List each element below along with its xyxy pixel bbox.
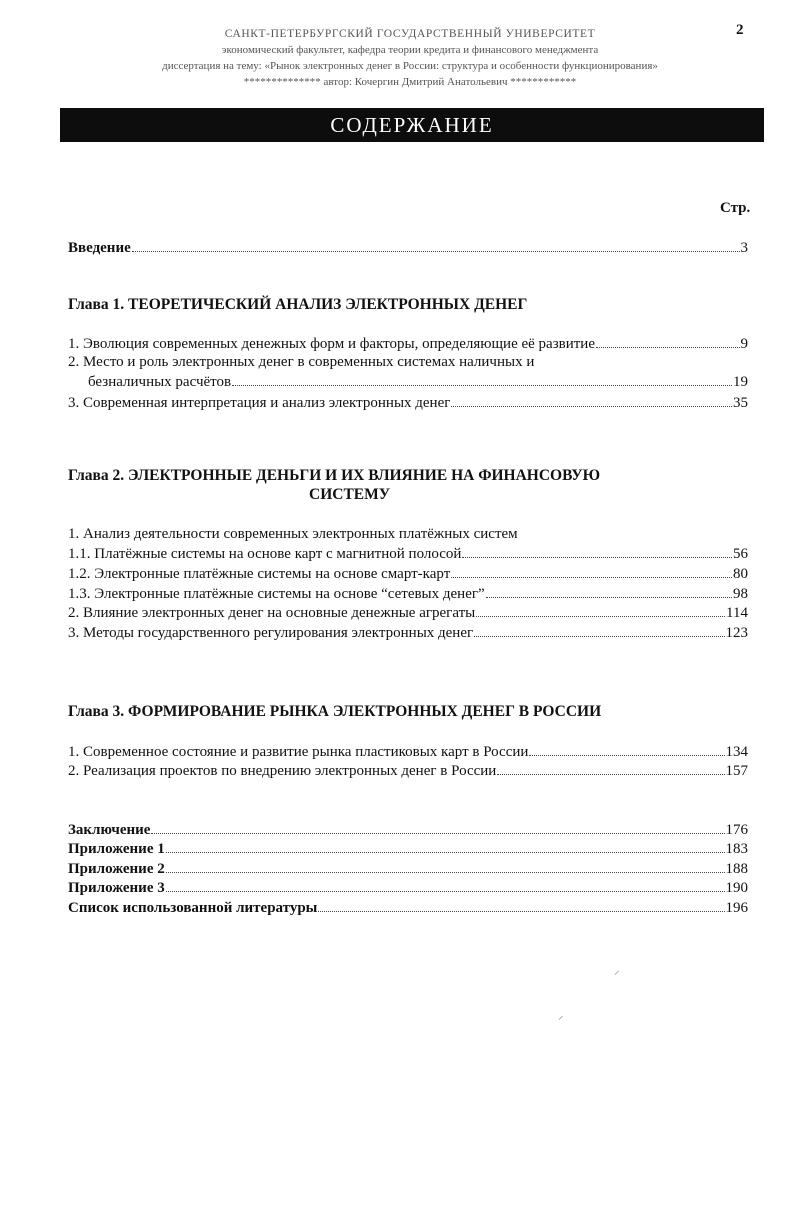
dot-leader [462, 545, 732, 558]
toc-entry-label: Заключение [68, 822, 151, 838]
toc-entry[interactable] [68, 545, 748, 564]
dot-leader [476, 604, 725, 617]
toc-entry[interactable] [88, 373, 748, 392]
toc-entry[interactable] [68, 565, 748, 584]
dot-leader [166, 879, 725, 892]
toc-entry-label: Список использованной литературы [68, 900, 318, 916]
toc-entry-bibliography[interactable] [68, 899, 748, 918]
toc-entry-page: 19 [733, 374, 748, 390]
toc-entry-line: 2. Место и роль электронных денег в современных системах наличных и [68, 354, 535, 370]
dot-leader [166, 840, 725, 853]
toc-entry-conclusion[interactable] [68, 821, 748, 840]
toc-entry-page: 188 [725, 861, 748, 877]
dot-leader [451, 394, 732, 407]
header-author: ************** автор: Кочергин Дмитрий Анатольевич ************ [243, 76, 577, 88]
dot-leader [451, 565, 732, 578]
toc-entry-label: 1.3. Электронные платёжные системы на основе “сетевых денег” [68, 586, 485, 602]
dot-leader [486, 585, 732, 598]
dot-leader [596, 335, 740, 348]
toc-entry-page: 176 [725, 822, 748, 838]
toc-entry-label: Приложение 2 [68, 861, 165, 877]
contents-title: СОДЕРЖАНИЕ [60, 108, 764, 142]
toc-entry-page: 56 [733, 546, 748, 562]
toc-entry-page: 80 [733, 566, 748, 582]
toc-entry-page: 196 [725, 900, 748, 916]
chapter2-heading-line2: СИСТЕМУ [309, 486, 391, 503]
toc-entry-label: Приложение 3 [68, 880, 165, 896]
dot-leader [474, 624, 724, 637]
chapter3-heading: Глава 3. ФОРМИРОВАНИЕ РЫНКА ЭЛЕКТРОННЫХ ДЕНЕГ В РОССИИ [68, 703, 602, 720]
scan-mark: ⸝ [614, 965, 620, 977]
page-column-label: Стр. [720, 200, 751, 216]
toc-entry-appendix-2[interactable] [68, 860, 748, 879]
toc-entry[interactable] [68, 762, 748, 781]
toc-entry-label: 1. Эволюция современных денежных форм и факторы, определяющие её развитие [68, 336, 595, 352]
header-dissertation-topic: диссертация на тему: «Рынок электронных денег в России: структура и особенности функционирования» [162, 60, 658, 72]
toc-entry[interactable] [68, 604, 748, 623]
toc-entry-appendix-1[interactable] [68, 840, 748, 859]
toc-entry-label: 3. Методы государственного регулирования электронных денег [68, 625, 474, 641]
toc-entry[interactable] [68, 743, 748, 762]
header-faculty: экономический факультет, кафедра теории кредита и финансового менеджмента [221, 44, 599, 56]
chapter2-heading-line1: Глава 2. ЭЛЕКТРОННЫЕ ДЕНЬГИ И ИХ ВЛИЯНИЕ НА ФИНАНСОВУЮ [68, 467, 601, 484]
dot-leader [232, 373, 732, 386]
dot-leader [318, 899, 724, 912]
toc-entry-label: Введение [68, 240, 131, 256]
toc-entry[interactable] [68, 394, 748, 413]
toc-entry-page: 98 [733, 586, 748, 602]
toc-entry-line: 1. Анализ деятельности современных электронных платёжных систем [68, 526, 518, 542]
toc-entry-label: безналичных расчётов [88, 374, 232, 390]
dot-leader [151, 821, 724, 834]
toc-entry-page: 35 [733, 395, 748, 411]
toc-entry-label: 1.1. Платёжные системы на основе карт с магнитной полосой [68, 546, 462, 562]
toc-entry-page: 123 [725, 625, 748, 641]
toc-entry-page: 157 [725, 763, 748, 779]
page-number: 2 [736, 22, 744, 38]
dot-leader [529, 743, 724, 756]
dot-leader [132, 239, 740, 252]
dot-leader [166, 860, 725, 873]
toc-entry-page: 190 [725, 880, 748, 896]
dot-leader [497, 762, 724, 775]
toc-entry-page: 3 [740, 240, 748, 256]
toc-entry-page: 183 [725, 841, 748, 857]
chapter1-heading: Глава 1. ТЕОРЕТИЧЕСКИЙ АНАЛИЗ ЭЛЕКТРОННЫХ ДЕНЕГ [68, 296, 528, 313]
toc-entry[interactable] [68, 624, 748, 643]
toc-entry-page: 9 [740, 336, 748, 352]
scan-mark: ⸝ [558, 1010, 564, 1022]
toc-entry-label: 2. Влияние электронных денег на основные денежные агрегаты [68, 605, 476, 621]
document-header [60, 26, 760, 90]
toc-entry-label: Приложение 1 [68, 841, 165, 857]
header-university: САНКТ-ПЕТЕРБУРГСКИЙ ГОСУДАРСТВЕННЫЙ УНИВЕРСИТЕТ [224, 28, 596, 40]
toc-entry-label: 1. Современное состояние и развитие рынка пластиковых карт в России [68, 744, 529, 760]
toc-entry-label: 2. Реализация проектов по внедрению электронных денег в России [68, 763, 497, 779]
toc-entry-page: 134 [725, 744, 748, 760]
toc-entry-page: 114 [726, 605, 748, 621]
toc-entry-label: 3. Современная интерпретация и анализ электронных денег [68, 395, 451, 411]
toc-entry-appendix-3[interactable] [68, 879, 748, 898]
toc-entry-intro[interactable] [68, 239, 748, 258]
toc-entry[interactable] [68, 335, 748, 354]
toc-entry[interactable] [68, 585, 748, 604]
toc-entry-label: 1.2. Электронные платёжные системы на основе смарт-карт [68, 566, 451, 582]
